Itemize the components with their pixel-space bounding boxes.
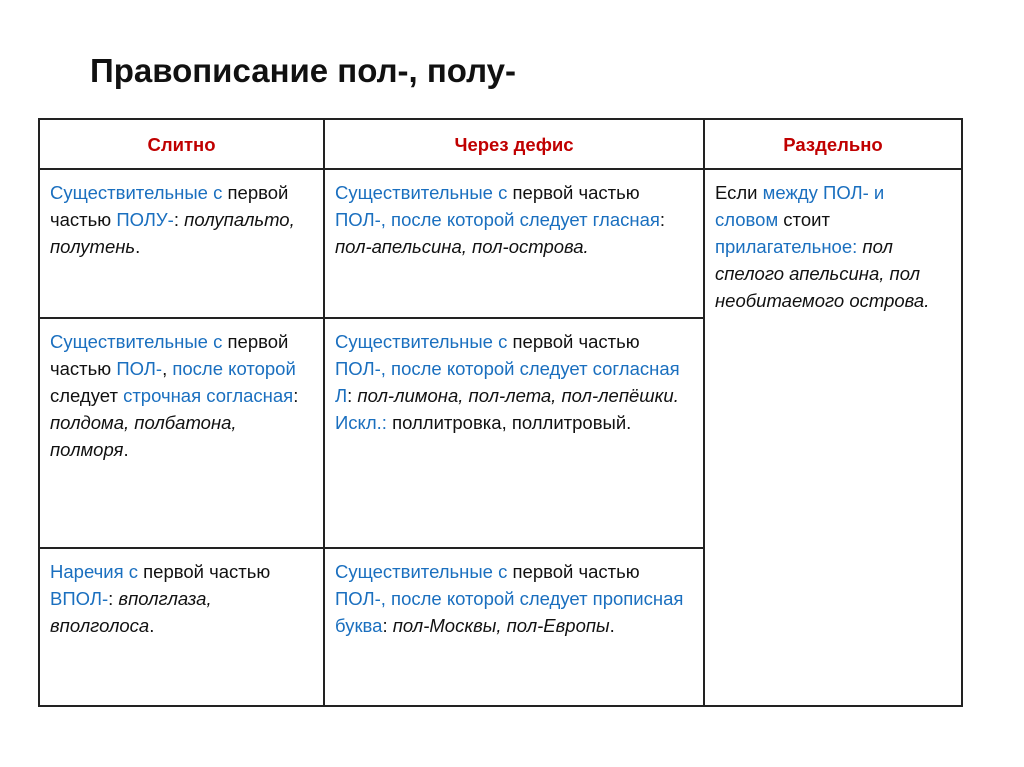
text: :	[347, 385, 358, 406]
highlighted-text: Существительные с	[50, 182, 223, 203]
slide-title: Правописание пол-, полу-	[90, 52, 517, 89]
highlighted-text: Существительные с	[335, 331, 508, 352]
cell-solid	[39, 548, 324, 706]
highlighted-text: ПОЛ-	[116, 358, 163, 379]
highlighted-text: строчная согласная	[123, 385, 294, 406]
example-text: полдома, полбатона, полморя	[50, 412, 237, 460]
text: первой частью	[50, 182, 289, 230]
highlighted-text: прилагательное:	[715, 236, 858, 257]
text: :	[382, 615, 393, 636]
cell-hyphen	[324, 318, 704, 548]
text: .	[149, 615, 155, 636]
header-separate: Раздельно	[704, 119, 962, 169]
cell-solid	[39, 318, 324, 548]
text: первой частью	[507, 182, 640, 203]
text: .	[609, 615, 615, 636]
highlighted-text: Искл.:	[335, 412, 387, 433]
text: следует	[50, 385, 124, 406]
example-text: пол спелого апельсина, пол необитаемого острова.	[715, 236, 930, 311]
highlighted-text: Существительные с	[335, 561, 508, 582]
highlighted-text: Наречия с	[50, 561, 138, 582]
text: :	[293, 385, 299, 406]
cell-hyphen	[324, 169, 704, 318]
highlighted-text: ПОЛУ-	[116, 209, 174, 230]
table-row	[39, 169, 962, 318]
highlighted-text: между ПОЛ- и словом	[715, 182, 885, 230]
text: поллитровка, поллитровый.	[386, 412, 632, 433]
example-text: пол-Москвы, пол-Европы	[392, 615, 610, 636]
text: ,	[162, 358, 173, 379]
text: :	[173, 209, 185, 230]
text: первой частью	[507, 561, 640, 582]
example-text: пол-лимона, пол-лета, пол-лепёшки.	[357, 385, 679, 406]
highlighted-text: ПОЛ-, после которой следует гласная	[335, 209, 660, 230]
text: .	[123, 439, 129, 460]
header-row	[39, 119, 962, 169]
cell-separate	[704, 169, 962, 706]
highlighted-text: ВПОЛ-	[50, 588, 109, 609]
text: :	[659, 209, 666, 230]
highlighted-text: после которой	[172, 358, 296, 379]
example-text: пол-апельсина, пол-острова.	[335, 236, 589, 257]
example-text: вполглаза, вполголоса	[50, 588, 212, 636]
spelling-rules-table	[38, 118, 963, 707]
highlighted-text: Существительные с	[50, 331, 223, 352]
text: .	[135, 236, 141, 257]
header-hyphen: Через дефис	[324, 119, 704, 169]
example-text: полупальто, полутень	[50, 209, 295, 257]
text: Если	[715, 182, 763, 203]
text: первой частью	[507, 331, 640, 352]
text: первой частью	[50, 331, 289, 379]
cell-hyphen	[324, 548, 704, 706]
highlighted-text: ПОЛ-, после которой следует прописная буква	[335, 588, 684, 636]
text: :	[108, 588, 119, 609]
highlighted-text: ПОЛ-, после которой следует согласная Л	[335, 358, 680, 406]
text: стоит	[778, 209, 830, 230]
text: первой частью	[138, 561, 271, 582]
header-solid: Слитно	[39, 119, 324, 169]
cell-solid	[39, 169, 324, 318]
highlighted-text: Существительные с	[335, 182, 508, 203]
